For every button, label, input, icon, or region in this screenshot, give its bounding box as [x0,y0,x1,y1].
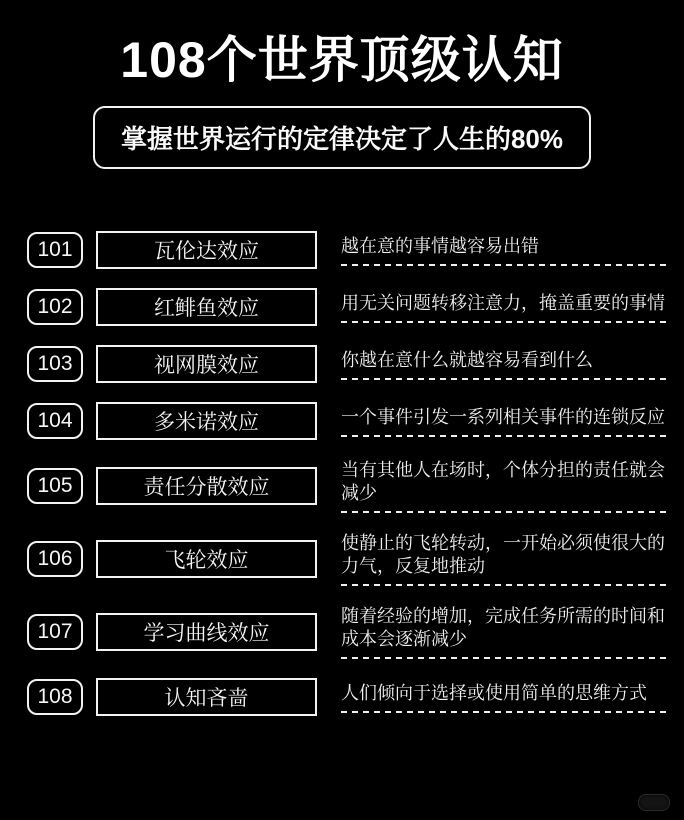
item-number-badge [27,614,83,650]
item-number: 107 [37,620,73,643]
item-number: 106 [37,547,73,570]
dashed-divider [341,511,668,513]
dashed-divider [341,321,668,323]
item-number-badge [27,541,83,577]
item-name: 飞轮效应 [164,549,249,572]
item-number-badge [27,289,83,325]
item-number-badge [27,232,83,268]
item-name-box [96,613,317,651]
list-item [27,459,668,513]
item-number-badge [27,403,83,439]
dashed-divider [341,435,668,437]
item-description-block [341,605,668,659]
item-description-block [341,532,668,586]
list-item [27,345,668,383]
list-item [27,605,668,659]
dashed-divider [341,264,668,266]
item-name: 视网膜效应 [154,354,259,377]
item-description-block [341,682,668,713]
watermark-pill [638,794,670,811]
dashed-divider [341,711,668,713]
item-description: 一个事件引发一系列相关事件的连锁反应 [341,406,665,427]
list-item [27,678,668,716]
item-name: 责任分散效应 [143,476,270,499]
item-description: 随着经验的增加，完成任务所需的时间和成本会逐渐减少 [341,606,665,649]
item-number-badge [27,679,83,715]
item-description-block [341,292,668,323]
item-description-block [341,459,668,513]
item-name: 认知吝啬 [164,687,249,710]
item-name-box [96,231,317,269]
item-number: 108 [37,685,73,708]
item-description: 当有其他人在场时，个体分担的责任就会减少 [341,460,665,503]
list-item [27,402,668,440]
item-name-box [96,288,317,326]
item-name-box [96,345,317,383]
item-description: 越在意的事情越容易出错 [341,235,539,256]
subtitle-container [0,106,684,169]
item-name: 多米诺效应 [154,411,259,434]
dashed-divider [341,378,668,380]
item-description-block [341,349,668,380]
list-item [27,231,668,269]
item-number: 101 [37,238,73,261]
item-number: 102 [37,295,73,318]
item-description-block [341,235,668,266]
item-description: 使静止的飞轮转动，一开始必须使很大的力气，反复地推动 [341,533,665,576]
item-name: 瓦伦达效应 [154,240,259,263]
item-description-block [341,406,668,437]
item-name-box [96,402,317,440]
item-name-box [96,678,317,716]
item-name-box [96,467,317,505]
item-name-box [96,540,317,578]
item-name: 红鲱鱼效应 [154,297,259,320]
dashed-divider [341,584,668,586]
item-number: 104 [37,409,73,432]
item-description: 人们倾向于选择或使用简单的思维方式 [341,682,647,703]
item-description: 用无关问题转移注意力，掩盖重要的事情 [341,292,665,313]
dashed-divider [341,657,668,659]
list-item [27,288,668,326]
page-title: 108个世界顶级认知 [120,32,564,88]
cognition-list [27,231,668,716]
subtitle-badge: 掌握世界运行的定律决定了人生的80% [93,106,591,169]
list-item [27,532,668,586]
item-number: 103 [37,352,73,375]
item-description: 你越在意什么就越容易看到什么 [341,349,593,370]
item-number: 105 [37,474,73,497]
item-number-badge [27,346,83,382]
item-name: 学习曲线效应 [143,622,270,645]
item-number-badge [27,468,83,504]
